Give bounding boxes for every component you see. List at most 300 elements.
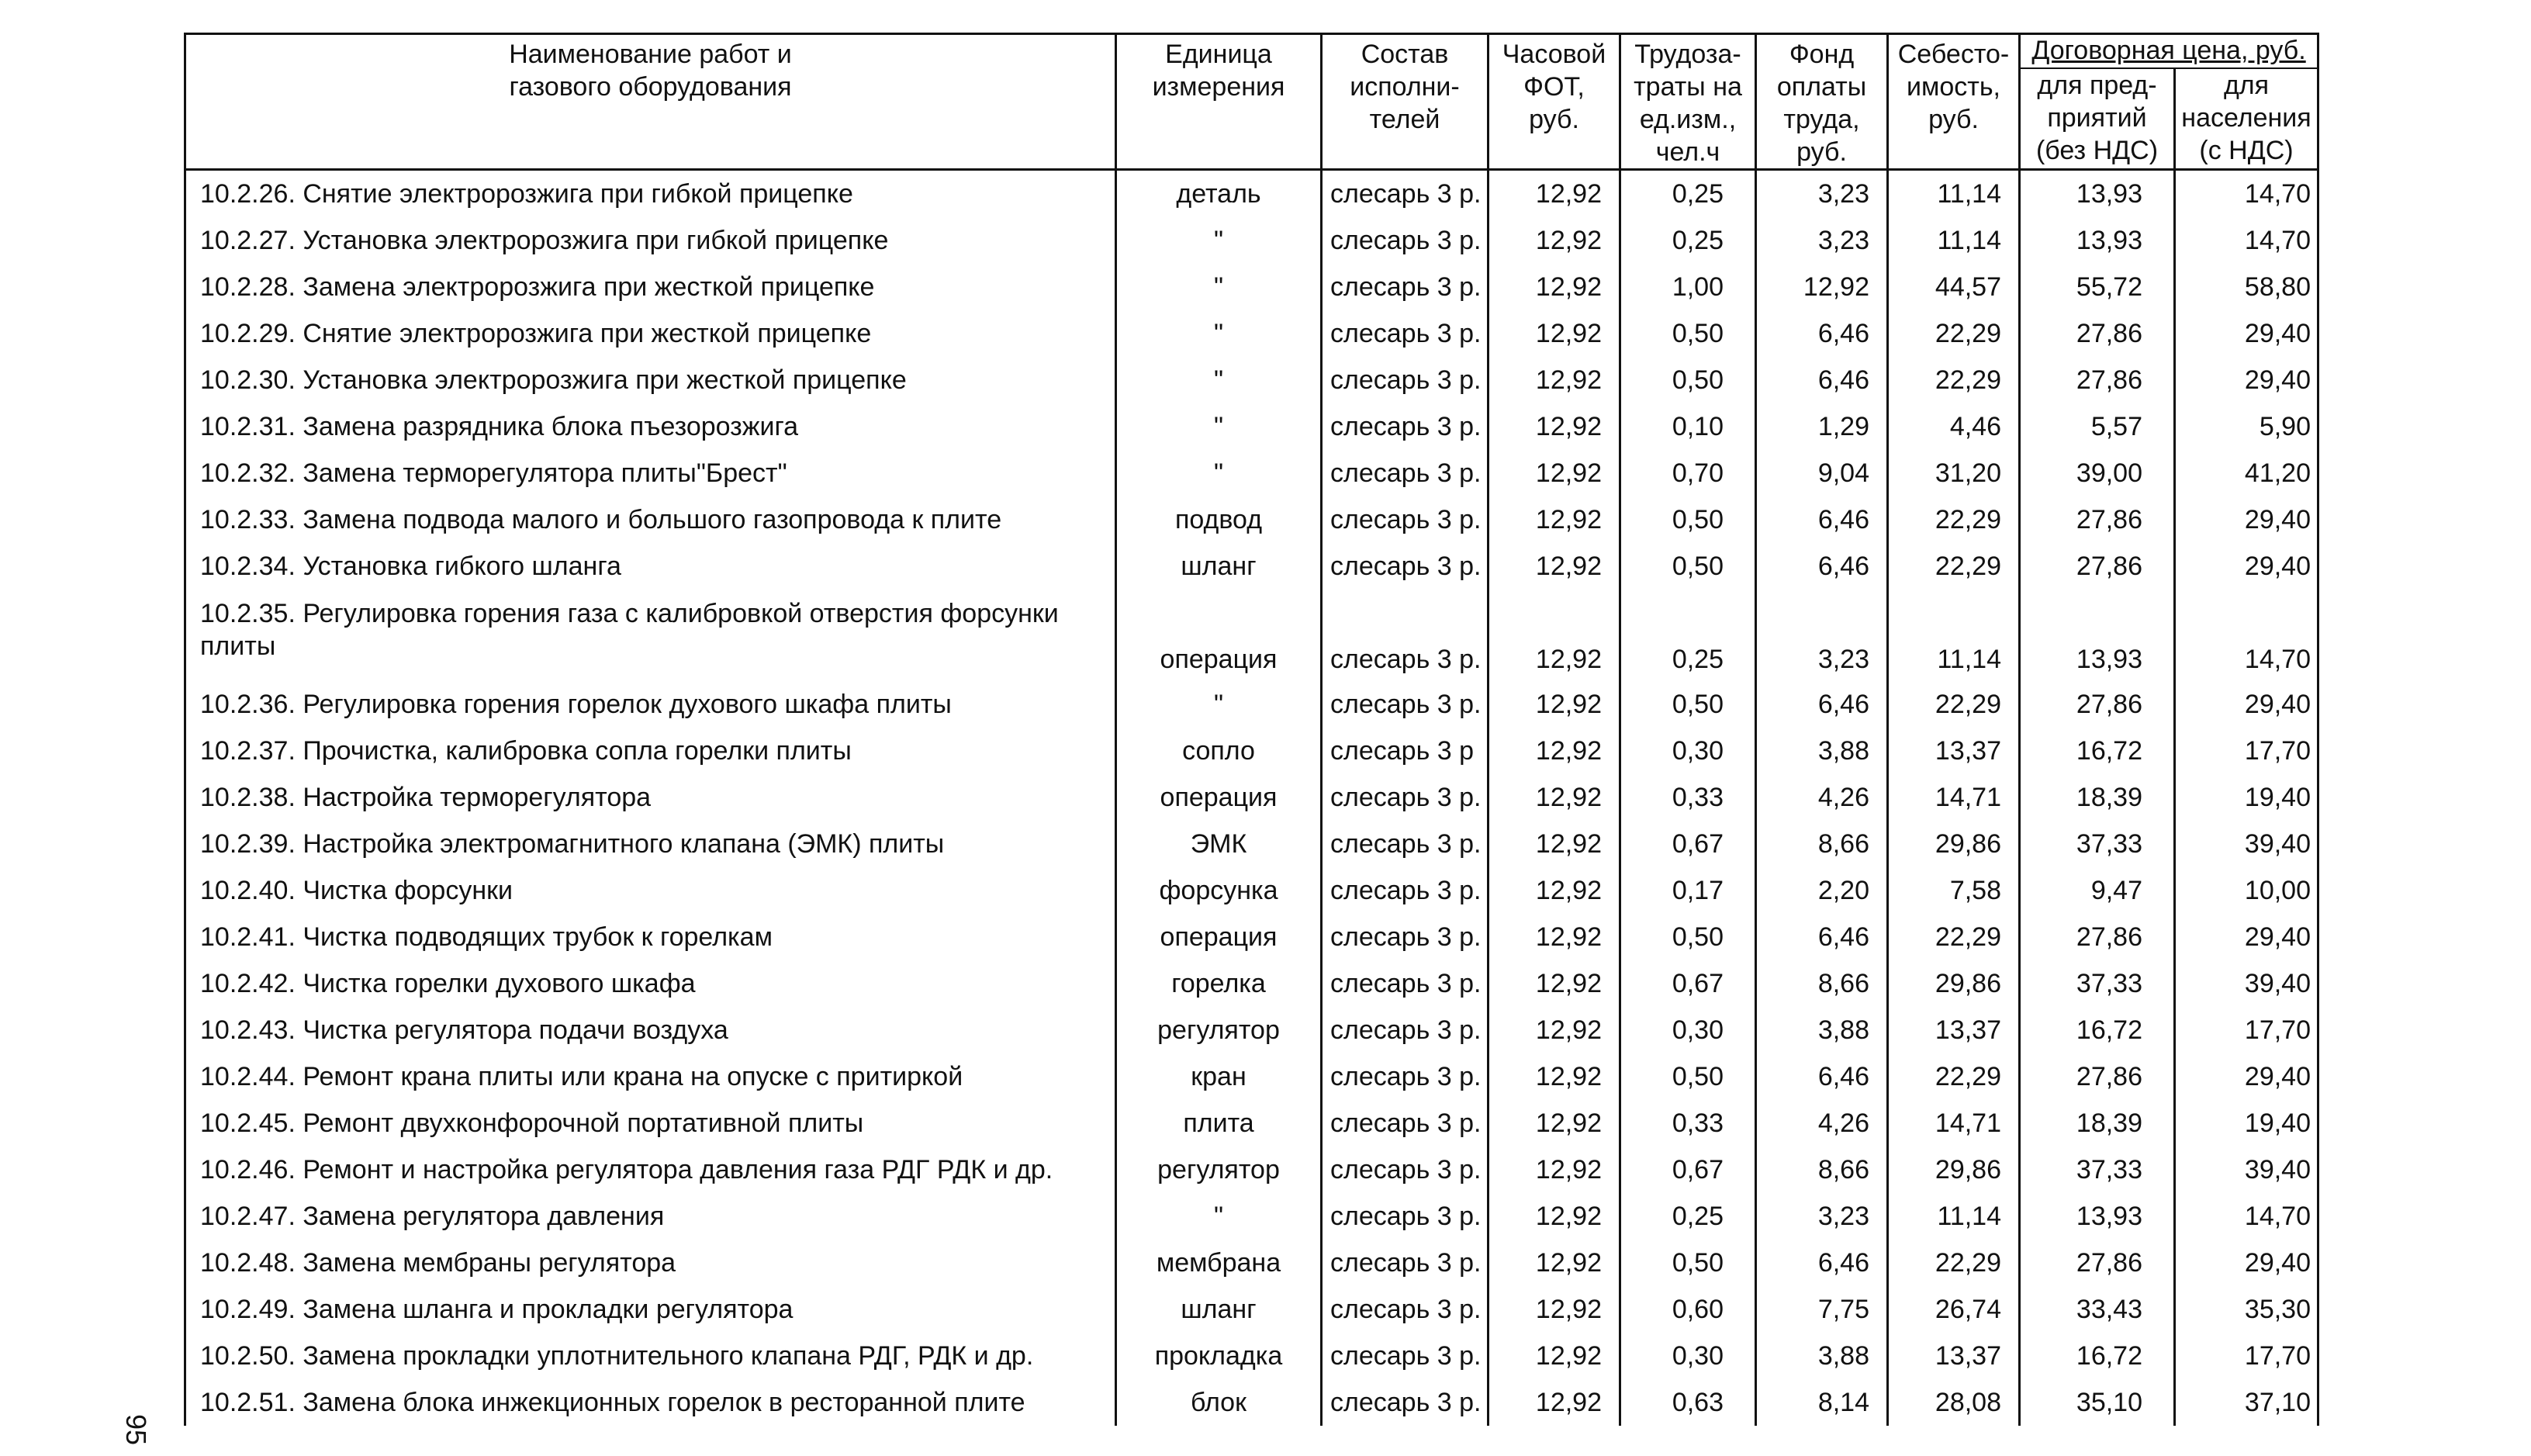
cell-cost: 44,57 [1888,264,2020,310]
cell-cost: 28,08 [1888,1379,2020,1426]
cell-enterprise: 27,86 [2020,543,2175,590]
cell-name: 10.2.45. Ремонт двухконфорочной портативной плиты [185,1100,1116,1146]
cell-unit: блок [1116,1379,1322,1426]
cell-cost: 11,14 [1888,590,2020,681]
cell-enterprise: 18,39 [2020,1100,2175,1146]
cell-executors: слесарь 3 р. [1322,310,1489,357]
cell-wage-fund: 7,75 [1756,1286,1888,1333]
cell-cost: 22,29 [1888,914,2020,960]
cell-hourly-fot: 12,92 [1489,867,1620,914]
cell-population: 39,40 [2175,960,2318,1007]
cell-executors: слесарь 3 р. [1322,543,1489,590]
cell-wage-fund: 6,46 [1756,914,1888,960]
header-population-line-3: (с НДС) [2199,136,2294,165]
cell-hourly-fot: 12,92 [1489,821,1620,867]
cell-name: 10.2.42. Чистка горелки духового шкафа [185,960,1116,1007]
cell-cost: 14,71 [1888,1100,2020,1146]
cell-name: 10.2.43. Чистка регулятора подачи воздуха [185,1007,1116,1053]
header-labor-line-3: ед.изм., [1639,105,1737,134]
table-header [185,34,2318,170]
table-row [185,1193,2318,1240]
cell-hourly-fot: 12,92 [1489,590,1620,681]
cell-executors: слесарь 3 р. [1322,1007,1489,1053]
header-labor-line-1: Трудоза- [1634,40,1741,69]
cell-cost: 13,37 [1888,728,2020,774]
cell-wage-fund: 9,04 [1756,450,1888,496]
cell-population: 14,70 [2175,170,2318,218]
cell-wage-fund: 8,14 [1756,1379,1888,1426]
cell-cost: 7,58 [1888,867,2020,914]
cell-labor: 0,50 [1620,310,1756,357]
cell-enterprise: 55,72 [2020,264,2175,310]
cell-enterprise: 37,33 [2020,960,2175,1007]
cell-population: 5,90 [2175,403,2318,450]
cell-hourly-fot: 12,92 [1489,496,1620,543]
cell-cost: 14,71 [1888,774,2020,821]
cell-labor: 0,17 [1620,867,1756,914]
cell-hourly-fot: 12,92 [1489,403,1620,450]
cell-labor: 0,50 [1620,1053,1756,1100]
cell-executors: слесарь 3 р. [1322,1286,1489,1333]
cell-population: 17,70 [2175,1333,2318,1379]
cell-cost: 13,37 [1888,1333,2020,1379]
cell-executors: слесарь 3 р. [1322,1240,1489,1286]
header-enterprise [2020,68,2175,170]
cell-name: 10.2.32. Замена терморегулятора плиты"Брест" [185,450,1116,496]
cell-labor: 0,25 [1620,1193,1756,1240]
cell-unit: регулятор [1116,1007,1322,1053]
cell-enterprise: 33,43 [2020,1286,2175,1333]
cell-name: 10.2.36. Регулировка горения горелок духового шкафа плиты [185,681,1116,728]
cell-hourly-fot: 12,92 [1489,357,1620,403]
cell-wage-fund: 6,46 [1756,1053,1888,1100]
cell-wage-fund: 3,23 [1756,590,1888,681]
cell-cost: 29,86 [1888,960,2020,1007]
header-hourly-fot [1489,34,1620,170]
cell-unit: шланг [1116,1286,1322,1333]
cell-executors: слесарь 3 р. [1322,1100,1489,1146]
cell-enterprise: 39,00 [2020,450,2175,496]
cell-unit: шланг [1116,543,1322,590]
table-row [185,357,2318,403]
cell-hourly-fot: 12,92 [1489,1193,1620,1240]
cell-unit: мембрана [1116,1240,1322,1286]
cell-hourly-fot: 12,92 [1489,217,1620,264]
header-unit-line-1: Единица [1165,40,1272,69]
price-table-sheet [184,33,2317,1426]
cell-name: 10.2.38. Настройка терморегулятора [185,774,1116,821]
cell-enterprise: 16,72 [2020,1333,2175,1379]
cell-enterprise: 37,33 [2020,821,2175,867]
cell-population: 17,70 [2175,1007,2318,1053]
cell-unit: деталь [1116,170,1322,218]
cell-executors: слесарь 3 р. [1322,403,1489,450]
cell-enterprise: 27,86 [2020,1240,2175,1286]
page-number: 95 [120,1413,153,1446]
cell-enterprise: 13,93 [2020,217,2175,264]
cell-hourly-fot: 12,92 [1489,914,1620,960]
cell-population: 37,10 [2175,1379,2318,1426]
cell-name: 10.2.31. Замена разрядника блока пъезорозжига [185,403,1116,450]
cell-enterprise: 18,39 [2020,774,2175,821]
cell-cost: 29,86 [1888,1146,2020,1193]
cell-executors: слесарь 3 р. [1322,1333,1489,1379]
table-row [185,821,2318,867]
header-cost-line-2: имость, [1906,72,2000,102]
header-contract-price [2020,34,2318,69]
header-hourly-fot-line-2: ФОТ, [1523,72,1585,102]
cell-wage-fund: 6,46 [1756,310,1888,357]
cell-name: 10.2.29. Снятие электророзжига при жесткой прицепке [185,310,1116,357]
table-row [185,543,2318,590]
header-labor-line-2: траты на [1634,72,1742,102]
cell-executors: слесарь 3 р [1322,728,1489,774]
header-enterprise-line-2: приятий [2047,103,2147,133]
cell-cost: 22,29 [1888,543,2020,590]
cell-wage-fund: 8,66 [1756,960,1888,1007]
cell-wage-fund: 8,66 [1756,1146,1888,1193]
header-population [2175,68,2318,170]
cell-hourly-fot: 12,92 [1489,1100,1620,1146]
cell-enterprise: 16,72 [2020,728,2175,774]
cell-population: 41,20 [2175,450,2318,496]
table-row [185,1240,2318,1286]
header-name-line-2: газового оборудования [509,72,792,102]
cell-executors: слесарь 3 р. [1322,170,1489,218]
cell-executors: слесарь 3 р. [1322,821,1489,867]
table-row [185,960,2318,1007]
cell-hourly-fot: 12,92 [1489,1240,1620,1286]
cell-cost: 22,29 [1888,1053,2020,1100]
header-population-line-2: населения [2181,103,2311,133]
cell-labor: 0,50 [1620,543,1756,590]
cell-labor: 0,50 [1620,914,1756,960]
cell-executors: слесарь 3 р. [1322,590,1489,681]
cell-unit: прокладка [1116,1333,1322,1379]
cell-wage-fund: 3,23 [1756,1193,1888,1240]
table-row [185,1286,2318,1333]
cell-cost: 22,29 [1888,310,2020,357]
cell-executors: слесарь 3 р. [1322,960,1489,1007]
cell-executors: слесарь 3 р. [1322,217,1489,264]
cell-labor: 0,63 [1620,1379,1756,1426]
cell-enterprise: 16,72 [2020,1007,2175,1053]
header-hourly-fot-line-1: Часовой [1502,40,1606,69]
cell-executors: слесарь 3 р. [1322,450,1489,496]
cell-labor: 0,70 [1620,450,1756,496]
cell-cost: 22,29 [1888,496,2020,543]
cell-name: 10.2.37. Прочистка, калибровка сопла горелки плиты [185,728,1116,774]
cell-labor: 0,50 [1620,357,1756,403]
cell-name: 10.2.30. Установка электророзжига при жесткой прицепке [185,357,1116,403]
cell-name: 10.2.46. Ремонт и настройка регулятора давления газа РДГ РДК и др. [185,1146,1116,1193]
cell-population: 35,30 [2175,1286,2318,1333]
cell-unit: " [1116,310,1322,357]
cell-labor: 0,50 [1620,496,1756,543]
cell-population: 14,70 [2175,217,2318,264]
cell-enterprise: 27,86 [2020,496,2175,543]
cell-hourly-fot: 12,92 [1489,681,1620,728]
cell-unit: " [1116,357,1322,403]
cell-cost: 22,29 [1888,357,2020,403]
cell-wage-fund: 12,92 [1756,264,1888,310]
cell-labor: 0,25 [1620,590,1756,681]
cell-name: 10.2.35. Регулировка горения газа с калибровкой отверстия форсунки плиты [185,590,1116,681]
cell-population: 14,70 [2175,1193,2318,1240]
cell-hourly-fot: 12,92 [1489,543,1620,590]
cell-cost: 31,20 [1888,450,2020,496]
header-executors-line-3: телей [1369,105,1440,134]
table-row [185,1007,2318,1053]
header-enterprise-line-1: для пред- [2037,71,2157,100]
cell-population: 10,00 [2175,867,2318,914]
cell-enterprise: 5,57 [2020,403,2175,450]
cell-wage-fund: 4,26 [1756,774,1888,821]
cell-unit: сопло [1116,728,1322,774]
cell-name: 10.2.48. Замена мембраны регулятора [185,1240,1116,1286]
cell-wage-fund: 3,88 [1756,728,1888,774]
cell-population: 39,40 [2175,1146,2318,1193]
cell-labor: 0,30 [1620,728,1756,774]
cell-hourly-fot: 12,92 [1489,1286,1620,1333]
cell-labor: 0,67 [1620,960,1756,1007]
header-wage-fund [1756,34,1888,170]
cell-labor: 0,30 [1620,1333,1756,1379]
cell-cost: 4,46 [1888,403,2020,450]
cell-cost: 22,29 [1888,681,2020,728]
cell-wage-fund: 4,26 [1756,1100,1888,1146]
header-name-line-1: Наименование работ и [509,40,792,69]
cell-hourly-fot: 12,92 [1489,1333,1620,1379]
header-wage-fund-line-4: руб. [1796,137,1847,167]
cell-executors: слесарь 3 р. [1322,1379,1489,1426]
cell-unit: " [1116,403,1322,450]
header-contract-price-label: Договорная цена, руб. [2031,36,2306,65]
header-cost-line-3: руб. [1928,105,1979,134]
cell-enterprise: 13,93 [2020,1193,2175,1240]
cell-labor: 0,50 [1620,1240,1756,1286]
table-row [185,914,2318,960]
cell-enterprise: 27,86 [2020,310,2175,357]
cell-enterprise: 37,33 [2020,1146,2175,1193]
cell-population: 19,40 [2175,774,2318,821]
cell-labor: 0,67 [1620,1146,1756,1193]
header-name [185,34,1116,170]
cell-labor: 0,60 [1620,1286,1756,1333]
cell-name: 10.2.39. Настройка электромагнитного клапана (ЭМК) плиты [185,821,1116,867]
table-row [185,1146,2318,1193]
cell-wage-fund: 3,88 [1756,1333,1888,1379]
cell-unit: подвод [1116,496,1322,543]
cell-name: 10.2.34. Установка гибкого шланга [185,543,1116,590]
header-labor [1620,34,1756,170]
cell-unit: форсунка [1116,867,1322,914]
table-row [185,867,2318,914]
cell-enterprise: 27,86 [2020,681,2175,728]
cell-executors: слесарь 3 р. [1322,1146,1489,1193]
table-row [185,450,2318,496]
table-row [185,590,2318,681]
cell-wage-fund: 2,20 [1756,867,1888,914]
header-unit-line-2: измерения [1152,72,1285,102]
cell-wage-fund: 6,46 [1756,496,1888,543]
cell-wage-fund: 1,29 [1756,403,1888,450]
cell-hourly-fot: 12,92 [1489,1379,1620,1426]
cell-name: 10.2.40. Чистка форсунки [185,867,1116,914]
cell-hourly-fot: 12,92 [1489,1007,1620,1053]
cell-population: 58,80 [2175,264,2318,310]
cell-enterprise: 9,47 [2020,867,2175,914]
cell-name: 10.2.33. Замена подвода малого и большого газопровода к плите [185,496,1116,543]
cell-executors: слесарь 3 р. [1322,867,1489,914]
cell-wage-fund: 8,66 [1756,821,1888,867]
cell-labor: 0,30 [1620,1007,1756,1053]
cell-cost: 11,14 [1888,1193,2020,1240]
header-cost [1888,34,2020,170]
cell-unit: " [1116,264,1322,310]
cell-labor: 0,33 [1620,1100,1756,1146]
cell-wage-fund: 3,23 [1756,170,1888,218]
header-wage-fund-line-1: Фонд [1789,40,1855,69]
table-row [185,1379,2318,1426]
table-row [185,264,2318,310]
cell-population: 14,70 [2175,590,2318,681]
cell-hourly-fot: 12,92 [1489,774,1620,821]
cell-population: 29,40 [2175,357,2318,403]
header-enterprise-line-3: (без НДС) [2035,136,2159,165]
cell-population: 29,40 [2175,1240,2318,1286]
cell-executors: слесарь 3 р. [1322,1053,1489,1100]
table-row [185,774,2318,821]
cell-hourly-fot: 12,92 [1489,264,1620,310]
cell-hourly-fot: 12,92 [1489,1053,1620,1100]
cell-hourly-fot: 12,92 [1489,1146,1620,1193]
table-row [185,728,2318,774]
header-population-line-1: для [2223,71,2270,100]
cell-unit: " [1116,450,1322,496]
cell-unit: ЭМК [1116,821,1322,867]
header-cost-line-1: Себесто- [1897,40,2010,69]
header-hourly-fot-line-3: руб. [1529,105,1579,134]
cell-hourly-fot: 12,92 [1489,728,1620,774]
cell-cost: 22,29 [1888,1240,2020,1286]
cell-population: 29,40 [2175,496,2318,543]
cell-labor: 0,25 [1620,170,1756,218]
cell-name: 10.2.50. Замена прокладки уплотнительного клапана РДГ, РДК и др. [185,1333,1116,1379]
cell-enterprise: 35,10 [2020,1379,2175,1426]
cell-name: 10.2.51. Замена блока инжекционных горелок в ресторанной плите [185,1379,1116,1426]
cell-executors: слесарь 3 р. [1322,496,1489,543]
cell-unit: " [1116,1193,1322,1240]
cell-name: 10.2.27. Установка электророзжига при гибкой прицепке [185,217,1116,264]
table-row [185,217,2318,264]
cell-name: 10.2.49. Замена шланга и прокладки регулятора [185,1286,1116,1333]
cell-unit: операция [1116,774,1322,821]
price-table [184,33,2319,1426]
cell-unit: " [1116,681,1322,728]
table-row [185,1053,2318,1100]
header-wage-fund-line-2: оплаты [1776,72,1867,102]
cell-wage-fund: 6,46 [1756,357,1888,403]
cell-unit: кран [1116,1053,1322,1100]
table-row [185,496,2318,543]
cell-enterprise: 13,93 [2020,170,2175,218]
cell-cost: 26,74 [1888,1286,2020,1333]
cell-wage-fund: 6,46 [1756,543,1888,590]
header-labor-line-4: чел.ч [1655,137,1720,167]
cell-unit: горелка [1116,960,1322,1007]
table-row [185,1100,2318,1146]
table-row [185,170,2318,218]
cell-executors: слесарь 3 р. [1322,1193,1489,1240]
table-row [185,403,2318,450]
cell-population: 29,40 [2175,310,2318,357]
cell-executors: слесарь 3 р. [1322,357,1489,403]
cell-labor: 0,33 [1620,774,1756,821]
cell-wage-fund: 3,23 [1756,217,1888,264]
cell-labor: 0,50 [1620,681,1756,728]
header-executors-line-1: Состав [1361,40,1449,69]
cell-name: 10.2.41. Чистка подводящих трубок к горелкам [185,914,1116,960]
header-executors-line-2: исполни- [1350,72,1460,102]
cell-population: 29,40 [2175,914,2318,960]
cell-enterprise: 27,86 [2020,1053,2175,1100]
table-row [185,1333,2318,1379]
cell-population: 29,40 [2175,681,2318,728]
cell-executors: слесарь 3 р. [1322,264,1489,310]
cell-cost: 29,86 [1888,821,2020,867]
header-wage-fund-line-3: труда, [1783,105,1860,134]
cell-hourly-fot: 12,92 [1489,960,1620,1007]
table-row [185,681,2318,728]
cell-wage-fund: 6,46 [1756,681,1888,728]
cell-wage-fund: 6,46 [1756,1240,1888,1286]
cell-hourly-fot: 12,92 [1489,170,1620,218]
cell-executors: слесарь 3 р. [1322,774,1489,821]
cell-population: 29,40 [2175,543,2318,590]
cell-cost: 11,14 [1888,170,2020,218]
cell-wage-fund: 3,88 [1756,1007,1888,1053]
cell-hourly-fot: 12,92 [1489,450,1620,496]
cell-enterprise: 27,86 [2020,914,2175,960]
cell-executors: слесарь 3 р. [1322,681,1489,728]
cell-unit: плита [1116,1100,1322,1146]
header-executors [1322,34,1489,170]
cell-name: 10.2.28. Замена электророзжига при жесткой прицепке [185,264,1116,310]
cell-population: 19,40 [2175,1100,2318,1146]
cell-unit: " [1116,217,1322,264]
cell-executors: слесарь 3 р. [1322,914,1489,960]
cell-labor: 0,10 [1620,403,1756,450]
cell-name: 10.2.47. Замена регулятора давления [185,1193,1116,1240]
cell-name: 10.2.44. Ремонт крана плиты или крана на опуске с притиркой [185,1053,1116,1100]
table-body [185,170,2318,1427]
cell-population: 17,70 [2175,728,2318,774]
cell-name: 10.2.26. Снятие электророзжига при гибкой прицепке [185,170,1116,218]
cell-unit: операция [1116,590,1322,681]
cell-unit: операция [1116,914,1322,960]
cell-population: 39,40 [2175,821,2318,867]
cell-enterprise: 27,86 [2020,357,2175,403]
cell-labor: 0,67 [1620,821,1756,867]
cell-population: 29,40 [2175,1053,2318,1100]
table-row [185,310,2318,357]
cell-hourly-fot: 12,92 [1489,310,1620,357]
cell-cost: 13,37 [1888,1007,2020,1053]
cell-labor: 0,25 [1620,217,1756,264]
cell-unit: регулятор [1116,1146,1322,1193]
cell-enterprise: 13,93 [2020,590,2175,681]
